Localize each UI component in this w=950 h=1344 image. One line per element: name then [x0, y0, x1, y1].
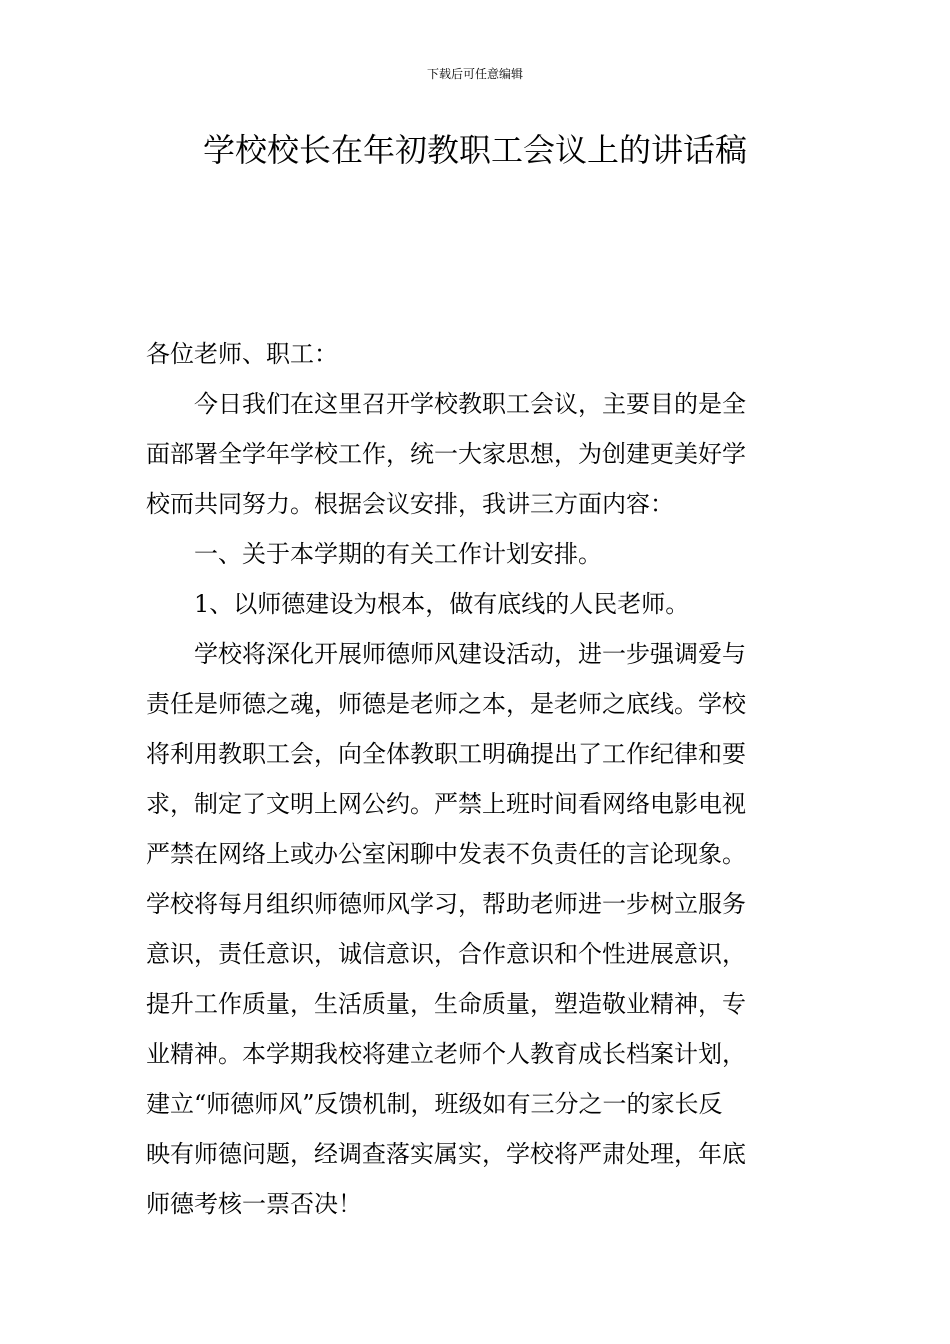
text-line: 学校将每月组织师德师风学习，帮助老师进一步树立服务 [146, 890, 746, 918]
text-line: 1、以师德建设为根本，做有底线的人民老师。 [194, 590, 690, 618]
text-line: 映有师德问题，经调查落实属实，学校将严肃处理，年底 [146, 1140, 746, 1168]
text-line: 严禁在网络上或办公室闲聊中发表不负责任的言论现象。 [146, 840, 746, 868]
text-line: 业精神。本学期我校将建立老师个人教育成长档案计划， [146, 1040, 746, 1068]
text-line: 师德考核一票否决！ [146, 1190, 362, 1218]
text-line: 责任是师德之魂，师德是老师之本，是老师之底线。学校 [146, 690, 746, 718]
text-line: 求，制定了文明上网公约。严禁上班时间看网络电影电视 [146, 790, 746, 818]
header-note: 下载后可任意编辑 [426, 67, 523, 81]
text-line: 面部署全学年学校工作，统一大家思想，为创建更美好学 [146, 440, 746, 468]
text-line: 将利用教职工会，向全体教职工明确提出了工作纪律和要 [146, 740, 746, 768]
text-line: 提升工作质量，生活质量，生命质量，塑造敬业精神，专 [146, 990, 746, 1018]
salutation: 各位老师、职工： [146, 340, 338, 368]
text-line: 一、关于本学期的有关工作计划安排。 [194, 540, 602, 568]
text-line: 校而共同努力。根据会议安排，我讲三方面内容： [146, 490, 674, 518]
paragraph-lines [146, 379, 808, 1229]
page-title: 学校校长在年初教职工会议上的讲话稿 [202, 131, 747, 169]
text-line: 建立“师德师风”反馈机制，班级如有三分之一的家长反 [146, 1090, 723, 1118]
text-line: 意识，责任意识，诚信意识，合作意识和个性进展意识， [146, 940, 746, 968]
text-line: 学校将深化开展师德师风建设活动，进一步强调爱与 [194, 640, 746, 668]
speech-body [146, 329, 808, 1229]
text-line: 今日我们在这里召开学校教职工会议，主要目的是全 [194, 390, 746, 418]
